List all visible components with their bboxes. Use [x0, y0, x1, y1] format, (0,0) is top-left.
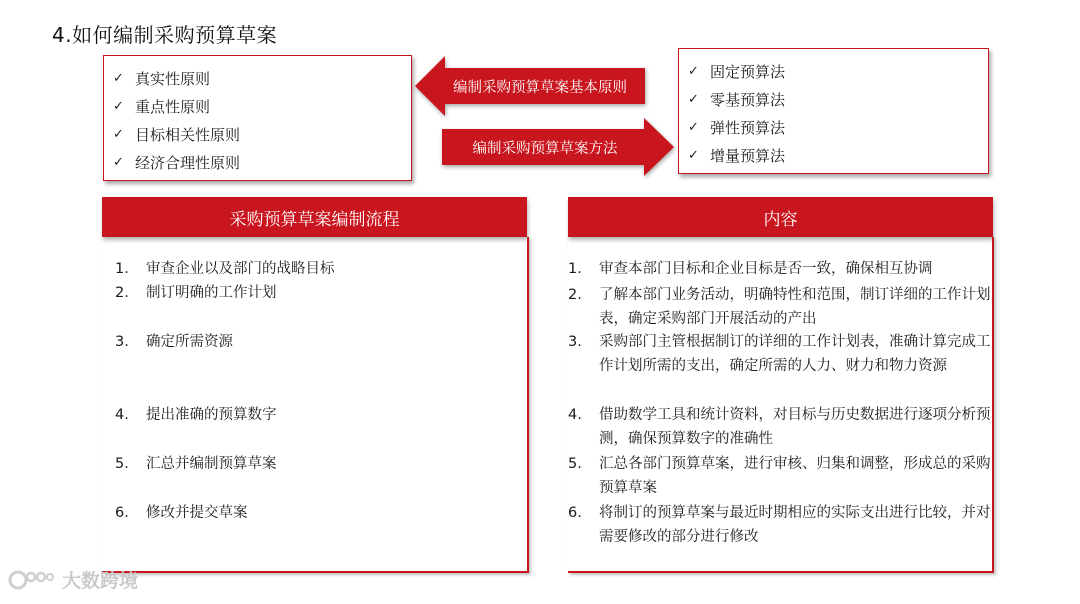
- arrow-label: 编制采购预算草案基本原则: [453, 79, 627, 96]
- check-icon: ✓: [688, 64, 699, 79]
- check-icon: ✓: [688, 120, 699, 135]
- check-icon: ✓: [113, 99, 124, 114]
- principles-arrow: [415, 56, 645, 116]
- watermark-logo-icon: [8, 567, 54, 593]
- check-icon: ✓: [113, 127, 124, 142]
- process-panel: 1. 审查企业以及部门的战略目标 2. 制订明确的工作计划 3. 确定所需资源 4. 提出准确的预算数字 5. 汇总并编制预算草案 6. 修改并提交草案: [102, 237, 529, 573]
- check-icon: ✓: [688, 92, 699, 107]
- content-header: 内容: [568, 197, 993, 237]
- principles-box: ✓ 真实性原则 ✓ 重点性原则 ✓ 目标相关性原则 ✓ 经济合理性原则: [103, 55, 412, 181]
- methods-arrow: [442, 118, 674, 176]
- watermark: [8, 566, 138, 593]
- check-icon: ✓: [113, 71, 124, 86]
- watermark-text: 大数跨境: [62, 570, 139, 592]
- arrow-label: 编制采购预算草案方法: [472, 140, 618, 157]
- page-title: 4.如何编制采购预算草案: [52, 23, 278, 47]
- methods-box: ✓ 固定预算法 ✓ 零基预算法 ✓ 弹性预算法 ✓ 增量预算法: [678, 48, 989, 174]
- content-panel: 1. 审查本部门目标和企业目标是否一致，确保相互协调 2. 了解本部门业务活动，明确特性和范围，制订详细的工作计划表，确定采购部门开展活动的产出 3. 采购部门主管根据制订的详细的工作计划表，准确计算完成工作计划所需的支出，确定所需的人力、财力和物力资源 4. 借助数学工具和统计资料，对目标与历史数据进行逐项分析预测，确保预算数字的准确性 5. 汇总各部门预算草案，进行审核、归集和调整，形成总的采购预算草案 6. 将制订的预算草案与最近时期相应的实际支出进行比较，并对需要修改的部分进行修改: [568, 237, 994, 573]
- check-icon: ✓: [113, 155, 124, 170]
- check-icon: ✓: [688, 148, 699, 163]
- process-header: 采购预算草案编制流程: [102, 197, 527, 237]
